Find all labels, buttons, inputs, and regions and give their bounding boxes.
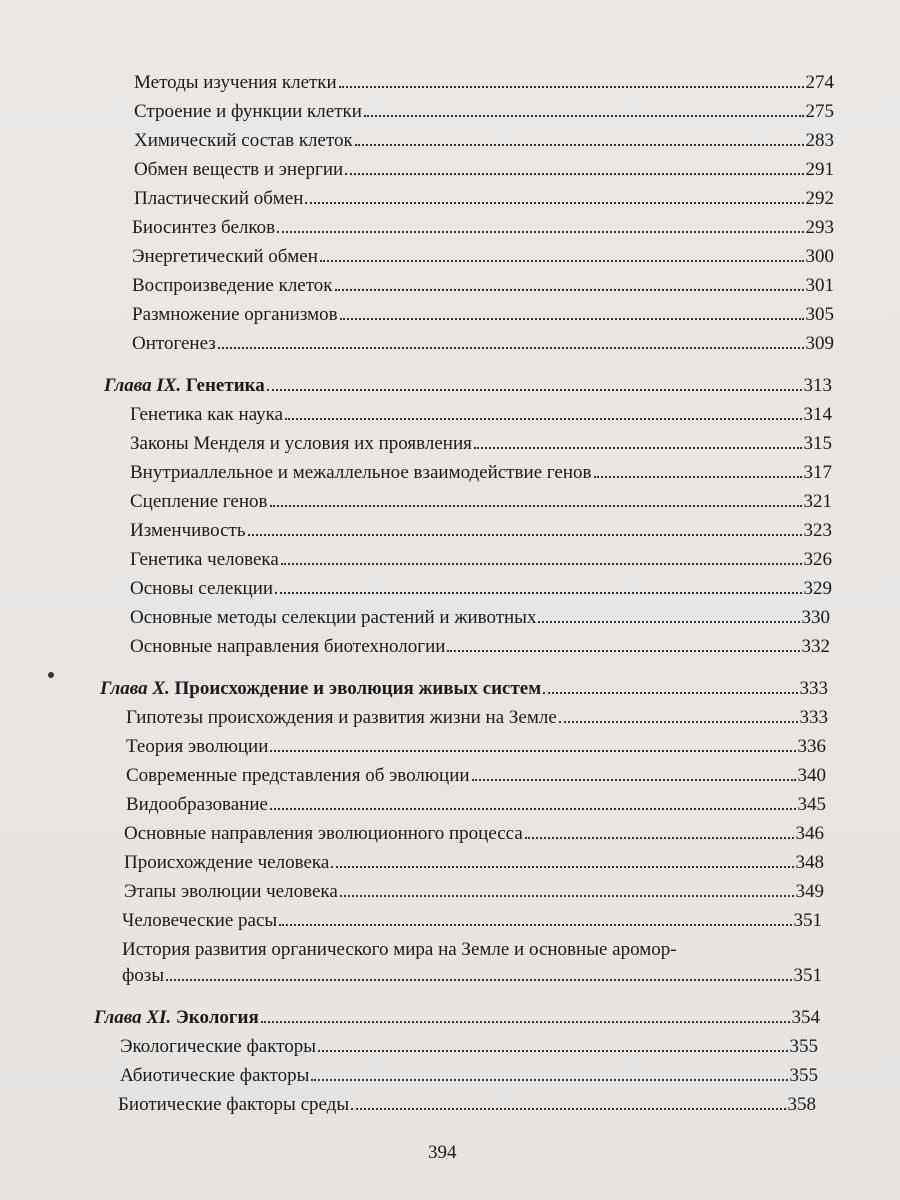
leader-dots: [318, 1036, 787, 1052]
toc-entry: [126, 736, 826, 758]
leader-dots: [305, 188, 803, 204]
toc-entry-page: 330: [801, 607, 830, 628]
toc-entry: [134, 188, 834, 210]
toc-entry: [130, 549, 832, 571]
leader-dots: [472, 765, 796, 781]
leader-dots: [594, 462, 802, 478]
toc-entry-label: Биотические факторы среды: [118, 1094, 350, 1115]
toc-entry-label: Строение и функции клетки: [134, 101, 362, 122]
toc-entry: [132, 333, 834, 355]
toc-entry-page: 349: [795, 881, 824, 902]
toc-entry-label: Химический состав клеток: [134, 130, 353, 151]
toc-entry-label: Воспроизведение клеток: [132, 275, 333, 296]
chapter-heading: [104, 375, 832, 397]
toc-entry: [120, 1036, 818, 1058]
toc-entry-page: 336: [797, 736, 826, 757]
leader-dots: [543, 678, 797, 694]
toc-entry-page: 351: [793, 910, 822, 931]
leader-dots: [248, 520, 802, 536]
toc-entry-page: 309: [805, 333, 834, 354]
toc-entry-page: 293: [805, 217, 834, 238]
toc-entry: [134, 72, 834, 94]
toc-entry-label: Основы селекции: [130, 578, 274, 599]
toc-entry-label: Видообразование: [126, 794, 268, 815]
leader-dots: [311, 1065, 787, 1081]
toc-entry-label: Обмен веществ и энергии: [134, 159, 344, 180]
toc-entry-label: Онтогенез: [132, 333, 216, 354]
leader-dots: [285, 404, 801, 420]
toc-entry-page: 275: [805, 101, 834, 122]
toc-entry-label: Гипотезы происхождения и развития жизни на Земле: [126, 707, 557, 728]
toc-entry-page: 274: [805, 72, 834, 93]
toc-entry-page: 345: [797, 794, 826, 815]
leader-dots: [364, 101, 804, 117]
toc-entry-label: Абиотические факторы: [120, 1065, 310, 1086]
toc-entry: [132, 275, 834, 297]
toc-entry-page: 333: [799, 707, 828, 728]
leader-dots: [335, 275, 804, 291]
toc-entry-label-continuation: фозы: [122, 965, 165, 986]
toc-entry-page: 332: [801, 636, 830, 657]
toc-entry-page: 317: [803, 462, 832, 483]
toc-entry-label: Основные направления эволюционного процесса: [124, 823, 523, 844]
toc-entry: [118, 1094, 816, 1116]
toc-entry-page: 292: [805, 188, 834, 209]
chapter-number: Глава XI.: [94, 1007, 172, 1028]
leader-dots: [270, 736, 795, 752]
toc-entry-page: 351: [793, 965, 822, 986]
toc-entry: [132, 246, 834, 268]
chapter-number: Глава IX.: [104, 375, 182, 396]
leader-dots: [559, 707, 798, 723]
toc-entry-label: Основные направления биотехнологии: [130, 636, 446, 657]
toc-entry: [130, 491, 832, 513]
toc-entry: [134, 101, 834, 123]
leader-dots: [166, 965, 791, 981]
leader-dots: [218, 333, 804, 349]
toc-entry: [132, 217, 834, 239]
toc-entry: [124, 852, 824, 874]
toc-entry-label: История развития органического мира на Земле и основные аромор-: [122, 939, 677, 960]
leader-dots: [525, 823, 794, 839]
chapter-heading: [100, 678, 828, 700]
chapter-heading: [94, 1007, 820, 1029]
toc-entry-page: 348: [795, 852, 824, 873]
toc-entry-page: 358: [787, 1094, 816, 1115]
toc-entry-label: Размножение организмов: [132, 304, 338, 325]
toc-entry: [134, 130, 834, 152]
toc-entry-label: Происхождение человека: [124, 852, 330, 873]
toc-entry-page: 305: [805, 304, 834, 325]
leader-dots: [331, 852, 793, 868]
chapter-number: Глава X.: [100, 678, 170, 699]
toc-entry-label: Сцепление генов: [130, 491, 268, 512]
toc-entry: [120, 1065, 818, 1087]
toc-entry-page: 355: [789, 1065, 818, 1086]
toc-entry-page: 301: [805, 275, 834, 296]
toc-entry-label: Экологические факторы: [120, 1036, 317, 1057]
ink-mark: [48, 672, 54, 678]
toc-entry: [130, 578, 832, 600]
leader-dots: [340, 881, 794, 897]
leader-dots: [261, 1007, 790, 1023]
leader-dots: [474, 433, 802, 449]
leader-dots: [538, 607, 799, 623]
leader-dots: [275, 578, 801, 594]
toc-entry-label: Генетика человека: [130, 549, 279, 570]
toc-entry-label: Генетика как наука: [130, 404, 284, 425]
leader-dots: [267, 375, 802, 391]
toc-entry-label: Методы изучения клетки: [134, 72, 337, 93]
toc-entry: [122, 910, 822, 932]
toc-entry-label: Современные представления об эволюции: [126, 765, 470, 786]
toc-entry: [124, 881, 824, 903]
toc-entry: [130, 607, 830, 629]
toc-entry-label: Биосинтез белков: [132, 217, 276, 238]
toc-entry: [130, 404, 832, 426]
leader-dots: [270, 491, 802, 507]
leader-dots: [339, 72, 804, 88]
toc-entry: [130, 462, 832, 484]
toc-entry-label: Этапы эволюции человека: [124, 881, 338, 902]
leader-dots: [447, 636, 799, 652]
toc-entry: [126, 765, 826, 787]
leader-dots: [281, 549, 802, 565]
toc-entry: [134, 159, 834, 181]
chapter-title: Экология: [175, 1007, 259, 1028]
leader-dots: [320, 246, 804, 262]
toc-entry-page: 313: [803, 375, 832, 396]
toc-entry: [132, 304, 834, 326]
toc-entry: [130, 636, 830, 658]
leader-dots: [340, 304, 804, 320]
toc-entry-page: 300: [805, 246, 834, 267]
toc-entry-page: 329: [803, 578, 832, 599]
toc-entry-label: Изменчивость: [130, 520, 246, 541]
leader-dots: [351, 1094, 785, 1110]
leader-dots: [270, 794, 796, 810]
toc-entry-page: 355: [789, 1036, 818, 1057]
toc-entry-page: 323: [803, 520, 832, 541]
toc-entry-page: 314: [803, 404, 832, 425]
toc-entry: [124, 823, 824, 845]
toc-entry-label: Человеческие расы: [122, 910, 278, 931]
toc-entry-label: Пластический обмен: [134, 188, 304, 209]
page-number: 394: [428, 1142, 457, 1163]
chapter-title: Генетика: [185, 375, 265, 396]
toc-entry-page: 291: [805, 159, 834, 180]
chapter-title: Происхождение и эволюция живых систем: [174, 678, 542, 699]
toc-entry-label: Основные методы селекции растений и животных: [130, 607, 537, 628]
toc-entry-page: 283: [805, 130, 834, 151]
leader-dots: [345, 159, 803, 175]
toc-entry-label: Энергетический обмен: [132, 246, 318, 267]
toc-entry: [126, 794, 826, 816]
toc-entry: [122, 965, 822, 987]
toc-entry: [130, 433, 832, 455]
toc-entry-page: 346: [795, 823, 824, 844]
toc-entry: [130, 520, 832, 542]
toc-entry: [126, 707, 828, 729]
toc-entry-page: 354: [791, 1007, 820, 1028]
toc-entry-page: 315: [803, 433, 832, 454]
toc-entry-label: Внутриаллельное и межаллельное взаимодействие генов: [130, 462, 592, 483]
toc-entry-page: 321: [803, 491, 832, 512]
leader-dots: [279, 910, 791, 926]
toc-entry-page: 326: [803, 549, 832, 570]
toc-entry-page: 333: [799, 678, 828, 699]
leader-dots: [277, 217, 803, 233]
toc-entry-label: Теория эволюции: [126, 736, 269, 757]
toc-entry-page: 340: [797, 765, 826, 786]
leader-dots: [355, 130, 804, 146]
toc-entry-label: Законы Менделя и условия их проявления: [130, 433, 472, 454]
